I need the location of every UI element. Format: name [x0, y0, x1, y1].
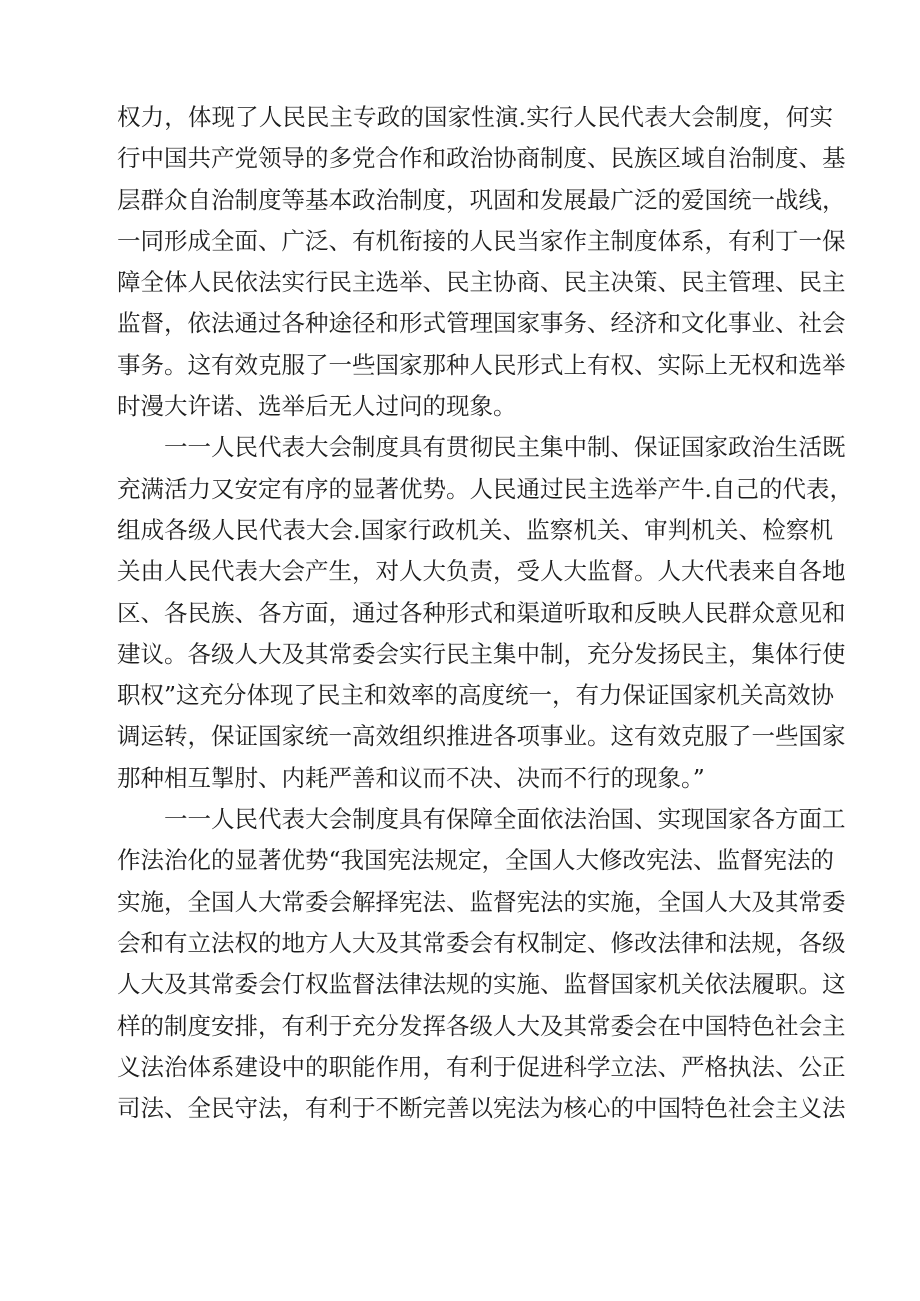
- text-line: 障全体人民依法实行民主选举、民主协商、民主决策、民主管理、民主: [117, 268, 846, 297]
- text-line: 司法、全民守法，有利于不断完善以宪法为核心的中国特色社会主义法: [117, 1094, 846, 1123]
- text-line: 会和有立法权的地方人大及其常委会有权制定、修改法律和法规，各级: [117, 928, 846, 957]
- text-line: 义法治体系建设中的职能作用，有利于促进科学立法、严格执法、公正: [117, 1052, 846, 1081]
- text-line: 人大及其常委会仃权监督法律法规的实施、监督国家机关依法履职。这: [117, 970, 846, 999]
- text-line: 职权”这充分体现了民主和效率的高度统一，有力保证国家机关高效协: [117, 681, 835, 710]
- text-line: 建议。各级人大及其常委会实行民主集中制，充分发扬民主，集体行使: [117, 639, 846, 668]
- text-line: 时漫大许诺、选举后无人过问的现象。: [117, 392, 517, 421]
- text-line: 行中国共产党领导的多党合作和政治协商制度、民族区域自治制度、基: [117, 144, 846, 173]
- text-line: 那种相互掣肘、内耗严善和议而不决、决而不行的现象。”: [117, 763, 705, 792]
- text-line: 区、各民族、各方面，通过各种形式和渠道听取和反映人民群众意见和: [117, 598, 846, 627]
- text-line: 一一人民代表大会制度具有贯彻民主集中制、保证国家政治生活既: [164, 433, 846, 462]
- text-line: 关由人民代表大会产生，对人大负责，受人大监督。人大代表来自各地: [117, 557, 846, 586]
- text-line: 作法治化的显著优势“我国宪法规定，全国人大修改宪法、监督宪法的: [117, 846, 835, 875]
- text-line: 层群众自治制度等基本政治制度，巩固和发展最广泛的爱国统一战线，: [117, 185, 846, 214]
- text-line: 事务。这有效克服了一些国家那种人民形式上有权、实际上无权和选举: [117, 350, 846, 379]
- paragraph: [117, 427, 853, 799]
- text-line: 监督，依法通过各种途径和形式管理国家事务、经济和文化事业、社会: [117, 309, 846, 338]
- paragraph: [117, 97, 846, 427]
- text-line: 权力，体现了人民民主专政的国家性演.实行人民代表大会制度，何实: [117, 103, 833, 131]
- text-line: 调运转，保证国家统一高效组织推进各项事业。这有效克服了一些国家: [117, 722, 846, 751]
- text-line: 充满活力又安定有序的显著优势。人民通过民主选举产牛.自己的代表，: [117, 474, 853, 503]
- text-line: 一一人民代表大会制度具有保障全面依法治国、实现国家各方面工: [164, 805, 846, 834]
- text-line: 一同形成全面、广泛、有机衔接的人民当家作主制度体系，有利丁一保: [117, 226, 846, 255]
- text-line: 实施，全国人大常委会解择宪法、监督宪法的实施，全国人大及其常委: [117, 887, 846, 916]
- text-line: 组成各级人民代表大会.国家行政机关、监察机关、审判机关、检察机: [117, 515, 833, 544]
- document-body: [117, 97, 853, 1129]
- paragraph: [117, 799, 846, 1129]
- text-line: 样的制度安排，有利于充分发挥各级人大及其常委会在中国特色社会主: [117, 1011, 846, 1040]
